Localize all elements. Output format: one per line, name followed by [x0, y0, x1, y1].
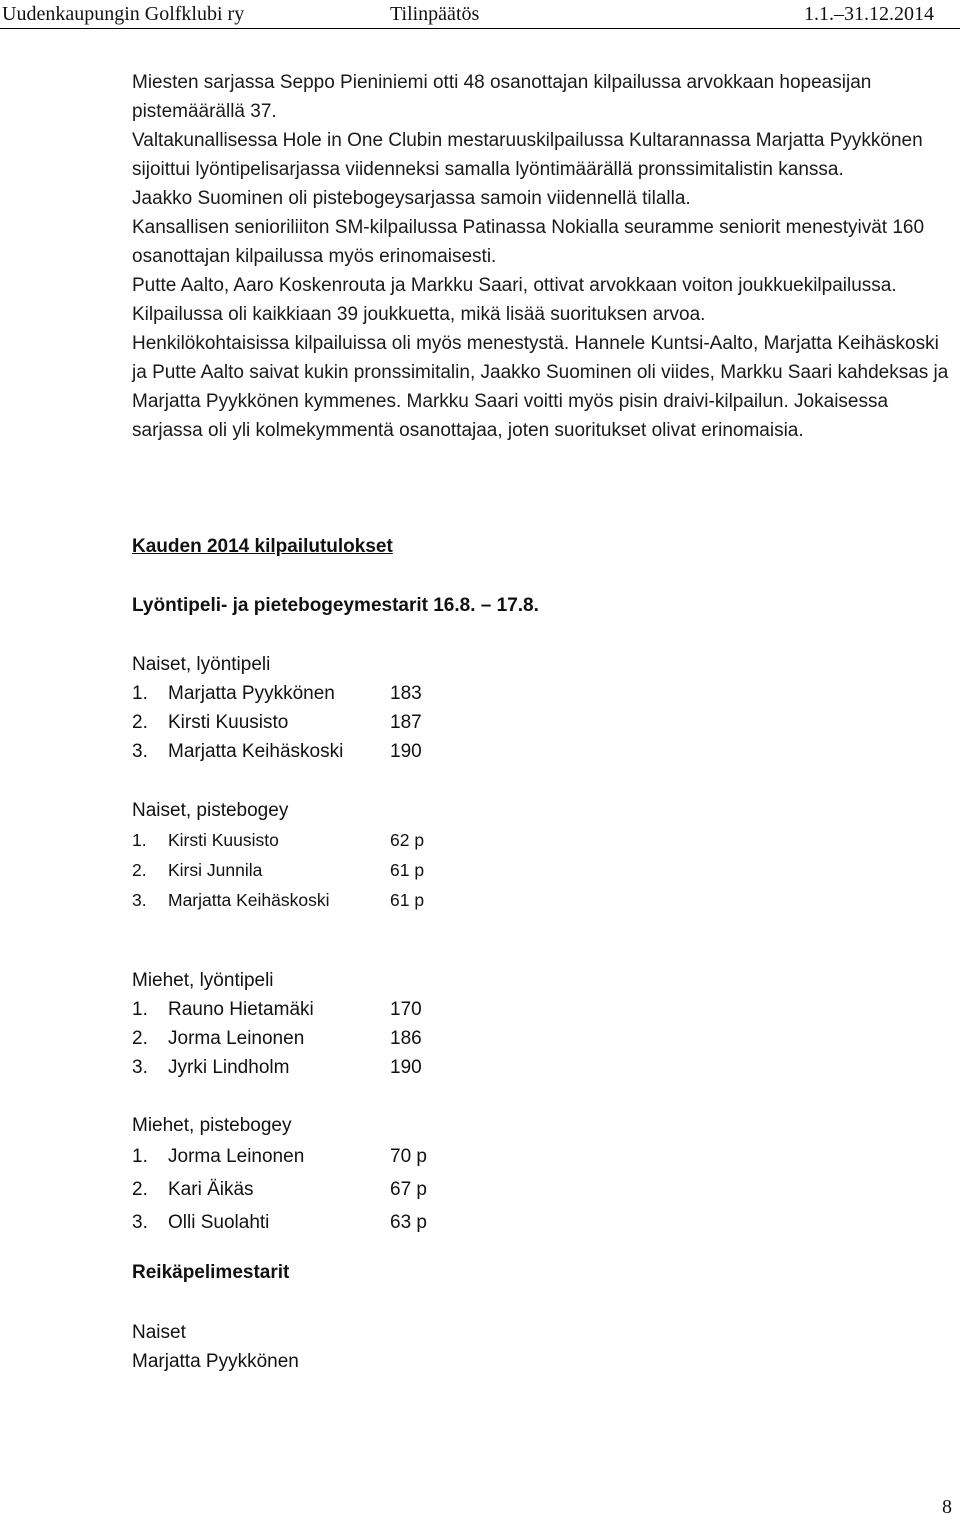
- result-row: [132, 1024, 532, 1053]
- result-rank: 1.: [132, 830, 147, 850]
- results-group-title: Miehet, lyöntipeli: [132, 970, 274, 991]
- championship-heading: Lyöntipeli- ja pietebogeymestarit 16.8. – 17.8.: [132, 595, 539, 616]
- result-score: 187: [390, 712, 422, 733]
- matchplay-category: Naiset: [132, 1322, 186, 1343]
- paragraph: Henkilökohtaisissa kilpailuissa oli myös menestystä. Hannele Kuntsi-Aalto, Marjatta Keihäskoski ja Putte Aalto saivat kukin pronssimitalin, Jaakko Suominen oli viides, Markku Saari kahdeksas ja Marjatta Pyykkönen kymmenes. Markku Saari voitti myös pisin draivi-kilpailun. Jokaisessa sarjassa oli yli kolmekymmentä osanottajaa, joten suoritukset olivat erinomaisia.: [132, 333, 949, 441]
- result-rank: 1.: [132, 683, 148, 704]
- result-score: 67 p: [390, 1179, 427, 1200]
- page-number: 8: [942, 1496, 952, 1518]
- result-row: [132, 855, 532, 885]
- result-row: [132, 708, 532, 737]
- results-group-women-stableford: [132, 796, 532, 915]
- paragraph: Putte Aalto, Aaro Koskenrouta ja Markku Saari, ottivat arvokkaan voiton joukkuekilpailussa. Kilpailussa oli kaikkiaan 39 joukkuetta, mikä lisää suorituksen arvoa.: [132, 275, 897, 325]
- result-score: 170: [390, 999, 422, 1020]
- paragraph: Jaakko Suominen oli pistebogeysarjassa samoin viidennellä tilalla.: [132, 188, 691, 209]
- result-name: Jorma Leinonen: [168, 1028, 305, 1049]
- results-group-title: Miehet, pistebogey: [132, 1115, 292, 1136]
- result-name: Marjatta Keihäskoski: [168, 890, 330, 910]
- header-period: 1.1.–31.12.2014: [804, 3, 934, 25]
- result-name: Marjatta Keihäskoski: [168, 741, 344, 762]
- matchplay-heading: Reikäpelimestarit: [132, 1262, 290, 1283]
- result-row: [132, 1173, 532, 1206]
- result-rank: 2.: [132, 712, 148, 733]
- result-score: 63 p: [390, 1212, 427, 1233]
- paragraph: Miesten sarjassa Seppo Pieniniemi otti 48 osanottajan kilpailussa arvokkaan hopeasijan pistemäärällä 37.: [132, 72, 872, 122]
- result-rank: 3.: [132, 1212, 148, 1233]
- result-row: [132, 885, 532, 915]
- result-row: [132, 995, 532, 1024]
- results-group-title: Naiset, lyöntipeli: [132, 654, 271, 675]
- paragraph: Valtakunallisessa Hole in One Clubin mestaruuskilpailussa Kultarannassa Marjatta Pyykkönen sijoittui lyöntipelisarjassa viidenneksi samalla lyöntimäärällä pronssimitalistin kanssa.: [132, 130, 923, 180]
- result-row: [132, 737, 532, 766]
- season-results-heading: Kauden 2014 kilpailutulokset: [132, 536, 393, 557]
- result-score: 190: [390, 741, 422, 762]
- result-row: [132, 1053, 532, 1082]
- result-name: Kirsti Kuusisto: [168, 712, 289, 733]
- result-score: 190: [390, 1057, 422, 1078]
- result-name: Kirsi Junnila: [168, 860, 263, 880]
- body-text: [132, 68, 954, 445]
- result-rank: 2.: [132, 1179, 148, 1200]
- result-score: 62 p: [390, 830, 425, 850]
- header-document-type: Tilinpäätös: [390, 3, 480, 25]
- matchplay-winner: Marjatta Pyykkönen: [132, 1351, 299, 1372]
- result-name: Kirsti Kuusisto: [168, 830, 279, 850]
- results-group-title: Naiset, pistebogey: [132, 800, 289, 821]
- result-name: Jorma Leinonen: [168, 1146, 305, 1167]
- result-rank: 1.: [132, 1146, 148, 1167]
- results-group-men-strokeplay: [132, 966, 532, 1082]
- results-group-women-strokeplay: [132, 650, 532, 766]
- result-score: 61 p: [390, 860, 425, 880]
- header-club-name: Uudenkaupungin Golfklubi ry: [2, 3, 245, 25]
- result-name: Marjatta Pyykkönen: [168, 683, 335, 704]
- result-rank: 3.: [132, 741, 148, 762]
- result-row: [132, 679, 532, 708]
- result-name: Rauno Hietamäki: [168, 999, 314, 1020]
- result-score: 61 p: [390, 890, 425, 910]
- result-rank: 2.: [132, 1028, 148, 1049]
- result-row: [132, 1140, 532, 1173]
- result-name: Kari Äikäs: [168, 1179, 254, 1200]
- result-row: [132, 1206, 532, 1239]
- result-score: 70 p: [390, 1146, 427, 1167]
- page-header: [0, 0, 960, 29]
- result-rank: 3.: [132, 1057, 148, 1078]
- results-group-men-stableford: [132, 1111, 532, 1239]
- result-rank: 1.: [132, 999, 148, 1020]
- result-score: 186: [390, 1028, 422, 1049]
- result-name: Jyrki Lindholm: [168, 1057, 290, 1078]
- result-rank: 3.: [132, 890, 147, 910]
- result-rank: 2.: [132, 860, 147, 880]
- result-name: Olli Suolahti: [168, 1212, 270, 1233]
- result-row: [132, 825, 532, 855]
- result-score: 183: [390, 683, 422, 704]
- paragraph: Kansallisen senioriliiton SM-kilpailussa Patinassa Nokialla seuramme seniorit menestyivät 160 osanottajan kilpailussa myös erinomaisesti.: [132, 217, 925, 267]
